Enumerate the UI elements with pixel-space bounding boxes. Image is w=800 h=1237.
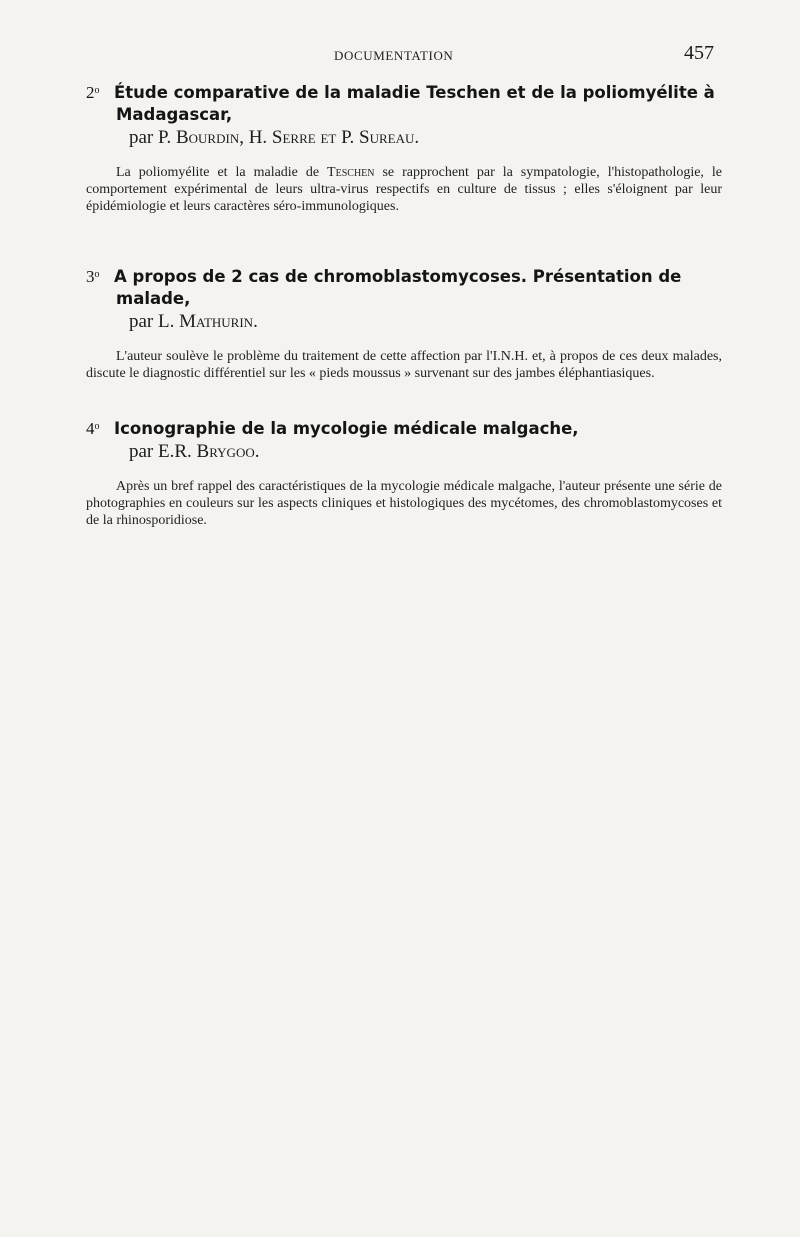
section-byline: par L. Mathurin. [129, 311, 258, 332]
section-number: 3$^o$ [86, 267, 100, 286]
authors: E.R. Brygoo. [158, 441, 260, 462]
running-title: DOCUMENTATION [334, 48, 454, 63]
section-2 [86, 82, 722, 215]
page-header [0, 42, 800, 68]
section-number: 4$^o$ [86, 419, 100, 438]
section-title: 2$^o$ Étude comparative de la maladie Teschen et de la poliomyélite à Madagascar, [86, 83, 715, 124]
section-title: 3$^o$ A propos de 2 cas de chromoblastomycoses. Présentation de malade, [86, 267, 682, 308]
section-abstract: Après un bref rappel des caractéristiques de la mycologie médicale malgache, l'auteur présente une série de photographies en couleurs sur les aspects cliniques et histologiques des mycétomes, des chromoblastomycoses et de la rhinosporidiose. [86, 479, 722, 528]
section-number: 2$^o$ [86, 83, 100, 102]
section-byline: par P. Bourdin, H. Serre et P. Sureau. [129, 127, 420, 148]
page-number: 457 [684, 42, 714, 64]
authors: P. Bourdin, H. Serre et P. Sureau. [158, 127, 420, 148]
section-4 [86, 418, 722, 529]
section-byline: par E.R. Brygoo. [129, 441, 260, 462]
section-abstract: L'auteur soulève le problème du traitement de cette affection par l'I.N.H. et, à propos de ces deux malades, discute le diagnostic différentiel sur les « pieds moussus » survenant sur des jambes éléphantiasiques. [86, 349, 722, 381]
section-abstract: La poliomyélite et la maladie de Teschen se rapprochent par la sympatologie, l'histopathologie, le comportement expérimental de leurs ultra-virus respectifs en culture de tissus ; elles s'éloignent par leur épidémiologie et leurs caractères séro-immunologiques. [86, 165, 723, 214]
section-3 [86, 266, 722, 382]
authors: L. Mathurin. [158, 311, 258, 332]
section-title: 4$^o$ Iconographie de la mycologie médicale malgache, [86, 419, 579, 438]
